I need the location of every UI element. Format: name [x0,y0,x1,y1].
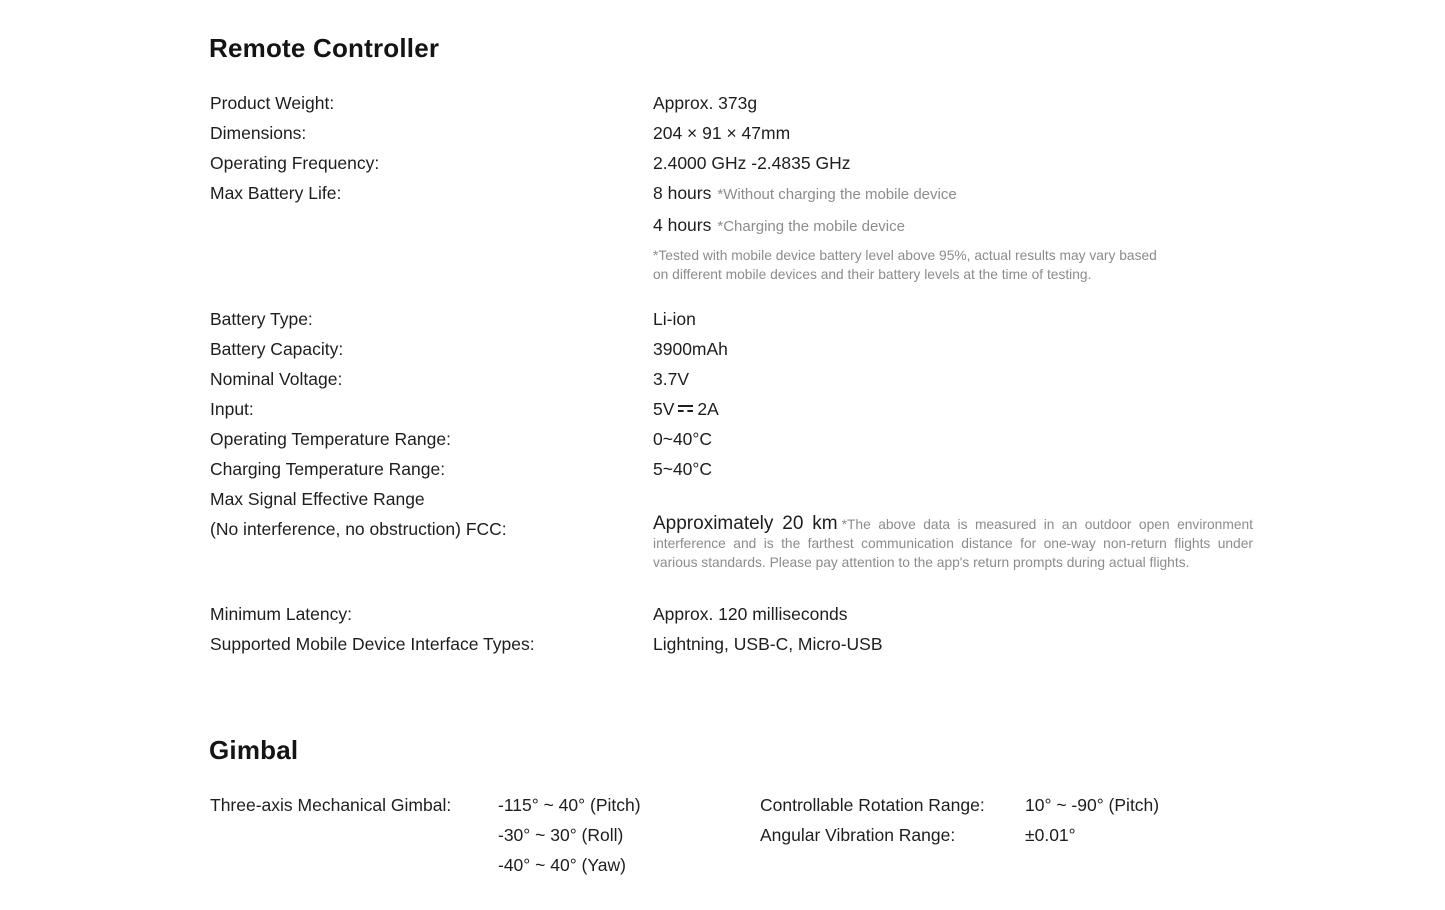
spec-row-input [210,394,1270,424]
battery-life-note: *Charging the mobile device [717,218,905,235]
spec-value: Lightning, USB-C, Micro-USB [653,634,883,654]
dc-power-symbol-icon [677,403,694,415]
signal-range-note: *The above data is measured in an outdoor open environment interference and is the farthest communication distance for one-way non-return flights under various standards. Please pay attention to the app's return prompts during actual flights. [653,517,1253,570]
spec-label: Input: [210,399,254,419]
spec-value: 0~40°C [653,429,713,449]
section-title-gimbal: Gimbal [209,735,299,765]
spec-label: Controllable Rotation Range: [760,795,985,815]
spec-value: 204 × 91 × 47mm [653,123,791,143]
spec-row-angular-vibration [760,820,1159,850]
spec-label: Three-axis Mechanical Gimbal: [210,795,452,815]
spec-value: 2.4000 GHz -2.4835 GHz [653,153,851,173]
spec-label: Battery Type: [210,309,313,329]
spec-value: Approx. 373g [653,93,758,113]
battery-life-note: *Without charging the mobile device [717,186,957,203]
battery-life-line-2 [653,210,1157,242]
signal-range-value: Approximately 20 km [653,513,838,534]
battery-life-footnote [653,247,1157,284]
spec-value: 3.7V [653,369,689,389]
spec-label: Supported Mobile Device Interface Types: [210,634,535,654]
spec-label: Operating Frequency: [210,153,380,173]
battery-life-value: 8 hours [653,183,712,203]
gimbal-mechanical-values [498,790,760,880]
spec-value: Li-ion [653,309,696,329]
input-current: 2A [697,399,719,419]
footnote-line: on different mobile devices and their battery levels at the time of testing. [653,266,1092,282]
spec-value [653,394,719,424]
gimbal-yaw-range: -40° ~ 40° (Yaw) [498,855,626,875]
signal-range-label-line-1: Max Signal Effective Range [210,489,425,509]
spec-row-controllable-rotation [760,790,1159,820]
spec-label [210,484,653,599]
spec-label: Product Weight: [210,93,335,113]
spec-row-product-weight [210,88,1270,118]
spec-value: 5~40°C [653,459,713,479]
input-voltage: 5V [653,399,675,419]
spec-row-charging-temperature [210,454,1270,484]
spec-row-dimensions [210,118,1270,148]
gimbal-pitch-range: -115° ~ 40° (Pitch) [498,795,641,815]
spec-label: Operating Temperature Range: [210,429,451,449]
spec-label: Charging Temperature Range: [210,459,446,479]
spec-row-battery-type [210,304,1270,334]
gimbal-right-column [760,790,1159,880]
spec-row-battery-capacity [210,334,1270,364]
spec-label: Max Battery Life: [210,183,342,203]
battery-life-line-1 [653,178,1157,210]
spec-value: 3900mAh [653,339,728,359]
footnote-line: *Tested with mobile device battery level above 95%, actual results may vary based [653,248,1157,263]
spec-value: Approx. 120 milliseconds [653,604,848,624]
spec-row-operating-frequency [210,148,1270,178]
spec-row-max-battery-life [210,178,1270,304]
spec-value [653,484,1253,572]
spec-row-nominal-voltage [210,364,1270,394]
section-title-remote-controller: Remote Controller [209,33,440,63]
spec-row-minimum-latency [210,599,1270,629]
spec-value: 10° ~ -90° (Pitch) [1025,795,1160,815]
spec-label: Battery Capacity: [210,339,344,359]
spec-value: ±0.01° [1025,825,1076,845]
spec-label: Nominal Voltage: [210,369,343,389]
battery-life-value: 4 hours [653,215,712,235]
spec-value [653,178,1157,304]
spec-label: Minimum Latency: [210,604,352,624]
spec-label: Angular Vibration Range: [760,825,956,845]
signal-range-label-line-2: (No interference, no obstruction) FCC: [210,519,507,539]
gimbal-roll-range: -30° ~ 30° (Roll) [498,825,624,845]
spec-label: Dimensions: [210,123,307,143]
spec-row-max-signal-range [210,484,1270,599]
gimbal-spec-table [210,790,1159,880]
spec-row-operating-temperature [210,424,1270,454]
spec-row-supported-interfaces [210,629,1270,659]
remote-controller-spec-table [210,88,1270,659]
